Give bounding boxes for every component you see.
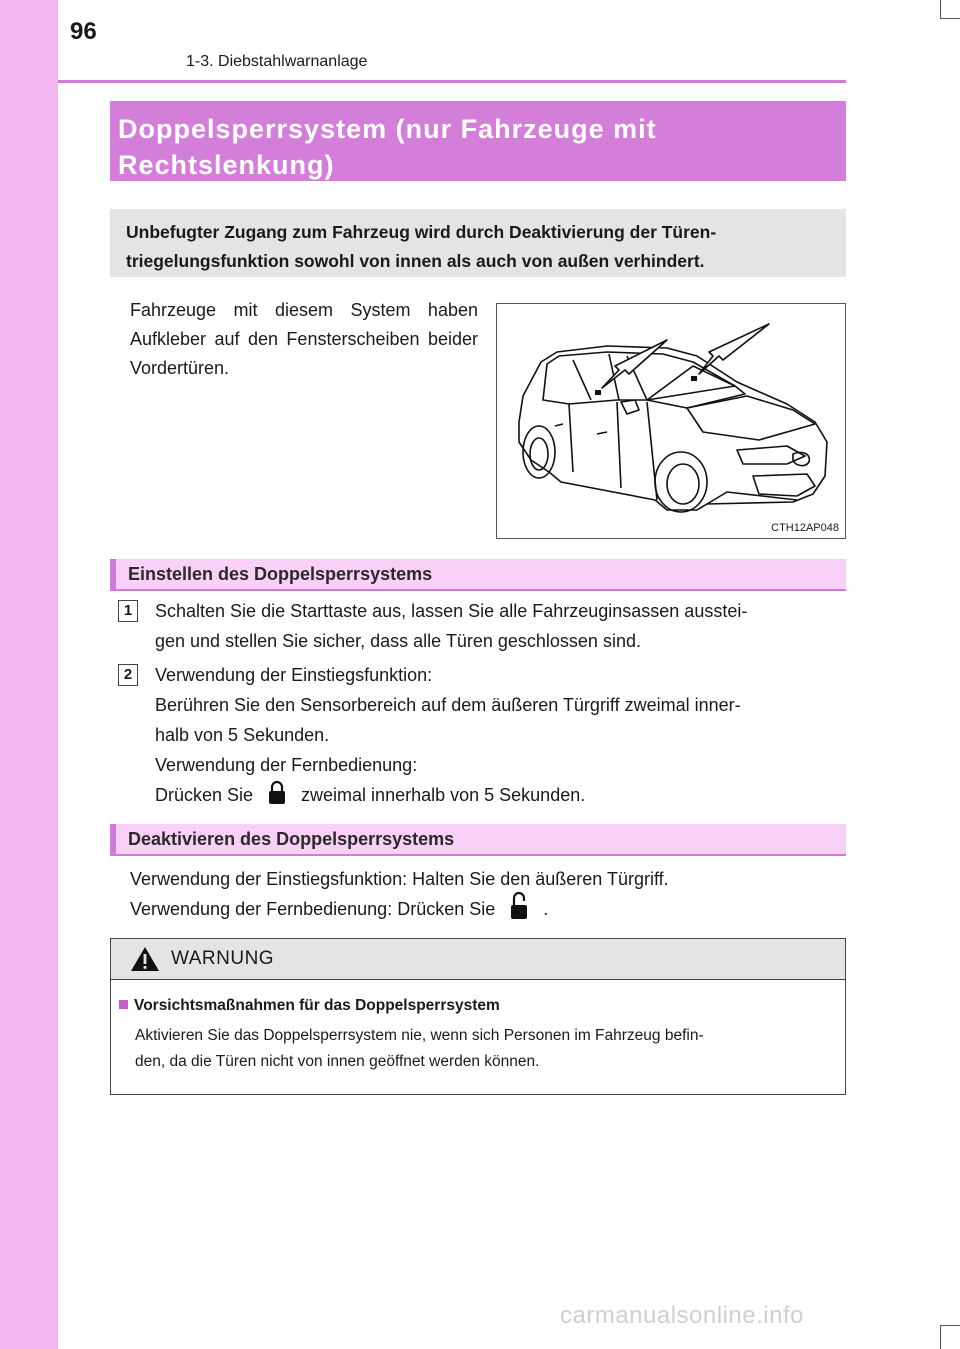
summary-box — [110, 209, 846, 277]
step-2-line5-pre: Drücken Sie — [155, 785, 254, 805]
step-number-2: 2 — [118, 664, 138, 686]
section-header: 1-3. Diebstahlwarnanlage — [186, 53, 368, 70]
unlock-icon — [501, 897, 537, 919]
deactivating-heading: Deaktivieren des Doppelsperrsystems — [110, 824, 846, 856]
step-2-line4: Verwendung der Fernbedienung: — [155, 755, 418, 775]
header-rule — [58, 80, 846, 83]
step-1-text — [155, 596, 845, 656]
intro-text: Fahrzeuge mit diesem System haben Aufkleber auf den Fensterscheiben beider Vordertüren. — [130, 300, 478, 378]
step-2-line1: Verwendung der Einstiegsfunktion: — [155, 665, 433, 685]
step-1-line1: Schalten Sie die Starttaste aus, lassen Sie alle Fahrzeuginsassen ausstei- — [155, 601, 748, 621]
watermark: carmanualsonline.info — [560, 1302, 804, 1329]
lock-icon — [259, 783, 295, 805]
deactivating-line2-post: . — [543, 899, 549, 919]
bullet-square-icon — [119, 1000, 128, 1009]
deactivating-line1: Verwendung der Einstiegsfunktion: Halten Sie den äußeren Türgriff. — [130, 869, 669, 889]
step-2-line3: halb von 5 Sekunden. — [155, 725, 330, 745]
warning-subtitle-text: Vorsichtsmaßnahmen für das Doppelsperrsystem — [134, 997, 500, 1014]
crop-mark — [940, 1325, 941, 1349]
crop-mark — [940, 0, 941, 18]
step-2-line2: Berühren Sie den Sensorbereich auf dem äußeren Türgriff zweimal inner- — [155, 695, 741, 715]
setting-heading: Einstellen des Doppelsperrsystems — [110, 559, 846, 591]
step-number-1: 1 — [118, 600, 138, 622]
warning-line1: Aktivieren Sie das Doppelsperrsystem nie, wenn sich Personen im Fahrzeug befin- — [135, 1027, 704, 1044]
car-illustration-icon — [497, 304, 845, 538]
warning-header — [111, 939, 845, 980]
page-title-line1: Doppelsperrsystem (nur Fahrzeuge mit — [118, 114, 657, 144]
car-figure — [496, 303, 846, 539]
page-title — [110, 101, 846, 181]
crop-mark — [940, 18, 960, 19]
warning-text — [135, 1023, 835, 1075]
page-title-line2: Rechtslenkung) — [118, 150, 335, 180]
crop-mark — [940, 1325, 960, 1326]
step-2-line5 — [155, 780, 845, 810]
summary-line2: triegelungsfunktion sowohl von innen als auch von außen verhindert. — [126, 251, 705, 271]
page-sidebar-tab — [0, 0, 58, 1349]
step-2-line5-post: zweimal innerhalb von 5 Sekunden. — [301, 785, 586, 805]
step-2-text — [155, 660, 845, 810]
step-1-line2: gen und stellen Sie sicher, dass alle Türen geschlossen sind. — [155, 631, 641, 651]
deactivating-line2-pre: Verwendung der Fernbedienung: Drücken Sie — [130, 899, 496, 919]
summary-line1: Unbefugter Zugang zum Fahrzeug wird durch Deaktivierung der Türen- — [126, 222, 717, 242]
warning-triangle-icon — [129, 945, 161, 973]
warning-subtitle — [119, 997, 500, 1015]
warning-box — [110, 938, 846, 1095]
page-number: 96 — [70, 18, 97, 45]
warning-line2: den, da die Türen nicht von innen geöffnet werden können. — [135, 1053, 540, 1070]
warning-title: WARNUNG — [171, 948, 275, 969]
deactivating-text — [130, 864, 846, 924]
deactivating-line2 — [130, 894, 846, 924]
figure-code: CTH12AP048 — [771, 522, 839, 534]
